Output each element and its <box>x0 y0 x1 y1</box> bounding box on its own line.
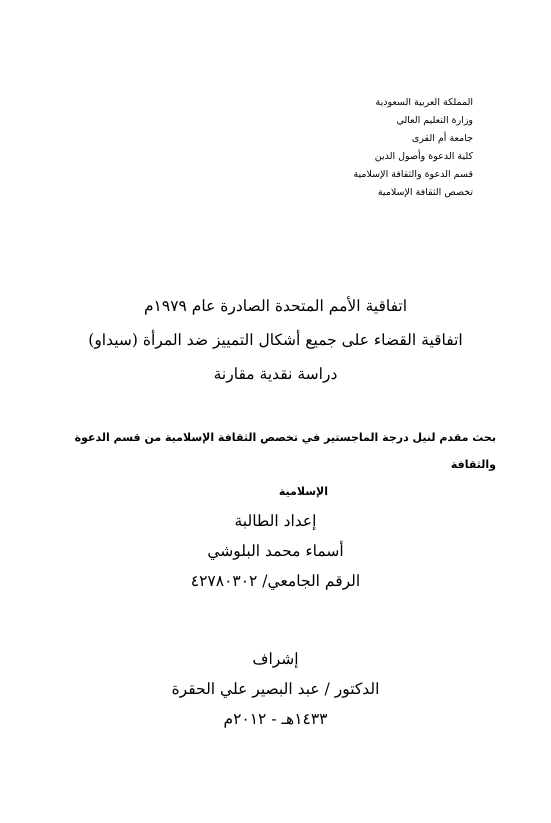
supervision-label: إشراف <box>252 650 299 668</box>
title-line-2: اتفاقية القضاء على جميع أشكال التمييز ضد المرأة (سيداو) <box>88 331 463 349</box>
research-statement <box>56 424 496 505</box>
institution-header <box>253 94 473 202</box>
ministry-name: وزارة التعليم العالي <box>396 115 473 126</box>
research-statement-line-2: الإسلامية <box>278 485 328 498</box>
supervision-block <box>60 644 491 734</box>
thesis-date: ١٤٣٣هـ - ٢٠١٢م <box>223 710 328 728</box>
specialization-name: تخصص الثقافة الإسلامية <box>377 187 473 198</box>
title-line-1: اتفاقية الأمم المتحدة الصادرة عام ١٩٧٩م <box>143 297 408 315</box>
author-label: إعداد الطالبة <box>234 512 317 530</box>
thesis-title <box>60 289 491 391</box>
research-statement-line-1: بحث مقدم لنيل درجة الماجستير في تخصص الثقافة الإسلامية من قسم الدعوة والثقافة <box>74 431 496 471</box>
department-name: قسم الدعوة والثقافة الإسلامية <box>353 169 473 180</box>
college-name: كلية الدعوة وأصول الدين <box>374 151 473 162</box>
country-name: المملكة العربية السعودية <box>375 97 473 108</box>
title-line-3: دراسة نقدية مقارنة <box>213 365 338 383</box>
author-name: أسماء محمد البلوشي <box>207 542 344 560</box>
author-block <box>60 506 491 596</box>
student-id: الرقم الجامعي/ ٤٢٧٨٠٣٠٢ <box>190 572 361 590</box>
supervisor-name: الدكتور / عبد البصير علي الحقرة <box>171 680 380 698</box>
university-name: جامعة أم القرى <box>411 133 473 144</box>
